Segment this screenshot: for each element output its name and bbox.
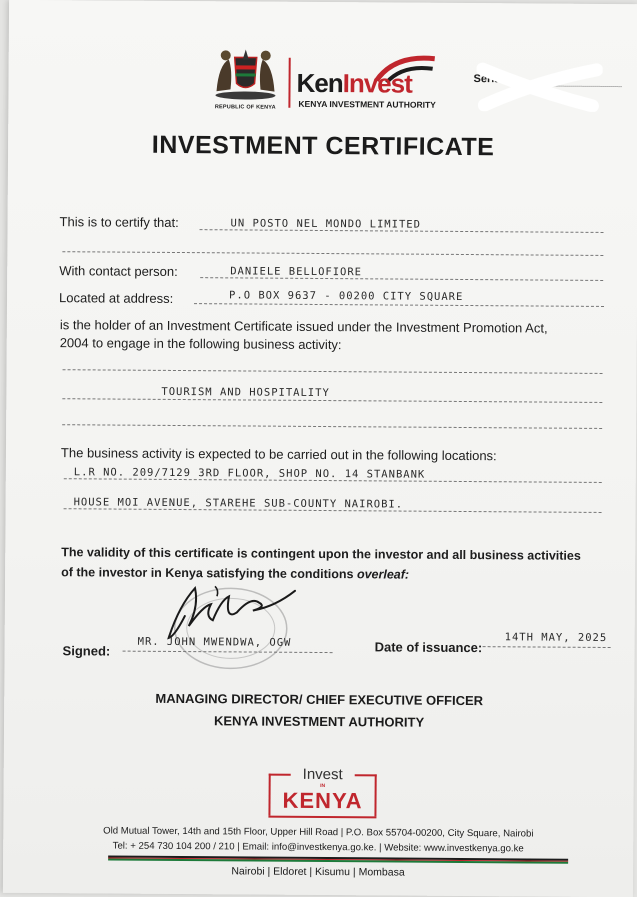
address-label: Located at address: (58, 290, 174, 306)
signed-label: Signed: (62, 643, 111, 659)
contact-person: DANIELE BELLOFIORE (230, 265, 363, 279)
locations-label: The business activity is expected to be carried out in the following locations: (60, 445, 497, 464)
holder-text-2: 2004 to engage in the following business activity: (59, 335, 342, 353)
date-line (483, 646, 611, 648)
date-value: 14TH MAY, 2025 (504, 631, 608, 645)
republic-caption: REPUBLIC OF KENYA (214, 104, 276, 111)
footer-offices: Nairobi | Eldoret | Kisumu | Mombasa (231, 865, 405, 879)
brand-invest: Invest (342, 68, 412, 99)
brand-subtitle: KENYA INVESTMENT AUTHORITY (298, 98, 436, 110)
location-line-2: HOUSE MOI AVENUE, STAREHE SUB-COUNTY NAIROBI. (73, 496, 404, 511)
contact-line (200, 277, 603, 281)
signatory-title-1: MANAGING DIRECTOR/ CHIEF EXECUTIVE OFFICER (155, 690, 484, 709)
activity-line-3 (62, 424, 602, 429)
certificate-title: INVESTMENT CERTIFICATE (151, 130, 495, 162)
footer-contacts: Tel: + 254 730 104 200 / 210 | Email: info@investkenya.go.ke. | Website: www.investkenya.go.ke (112, 840, 524, 855)
brand-ken: Ken (296, 67, 343, 99)
contact-label: With contact person: (59, 263, 178, 279)
footer-address: Old Mutual Tower, 14th and 15th Floor, Upper Hill Road | P.O. Box 55704-00200, City Square, Nairobi (103, 825, 534, 840)
signatory-name: MR. JOHN MWENDWA, OGW (137, 635, 292, 649)
header-divider (288, 58, 290, 108)
holder-text-1: is the holder of an Investment Certificate issued under the Investment Promotion Act, (59, 317, 548, 336)
location-line-1: L.R NO. 209/7129 3RD FLOOR, SHOP NO. 14 STANBANK (73, 466, 426, 481)
logo-frame-bottom (268, 816, 376, 819)
keninvest-logo (296, 50, 456, 115)
validity-overleaf: overleaf: (356, 567, 410, 582)
company-line (200, 229, 604, 233)
business-activity: TOURISM AND HOSPITALITY (161, 385, 330, 400)
logo-kenya: KENYA (282, 787, 363, 814)
logo-in: IN (320, 783, 326, 790)
validity-text-2-start: of the investor in Kenya satisfying the conditions (61, 565, 358, 582)
coat-of-arms-logo (208, 45, 282, 110)
activity-line-2 (62, 398, 602, 403)
date-label: Date of issuance: (374, 639, 483, 656)
serial-label: Serial (473, 73, 504, 86)
validity-text-1: The validity of this certificate is contingent upon the investor and all business activities (61, 545, 581, 563)
company-name: UN POSTO NEL MONDO LIMITED (230, 217, 421, 231)
certify-label: This is to certify that: (59, 214, 179, 231)
signatory-title-2: KENYA INVESTMENT AUTHORITY (213, 713, 425, 730)
address-line (194, 303, 604, 307)
address-value: P.O BOX 9637 - 00200 CITY SQUARE (229, 289, 464, 303)
company-line-2 (62, 251, 603, 256)
flag-stripe (108, 856, 568, 864)
certificate-paper (3, 0, 637, 897)
invest-in-kenya-logo (268, 766, 376, 823)
serial-redaction-mark (473, 61, 602, 112)
activity-line-1 (63, 369, 603, 374)
logo-invest: Invest (302, 765, 343, 784)
